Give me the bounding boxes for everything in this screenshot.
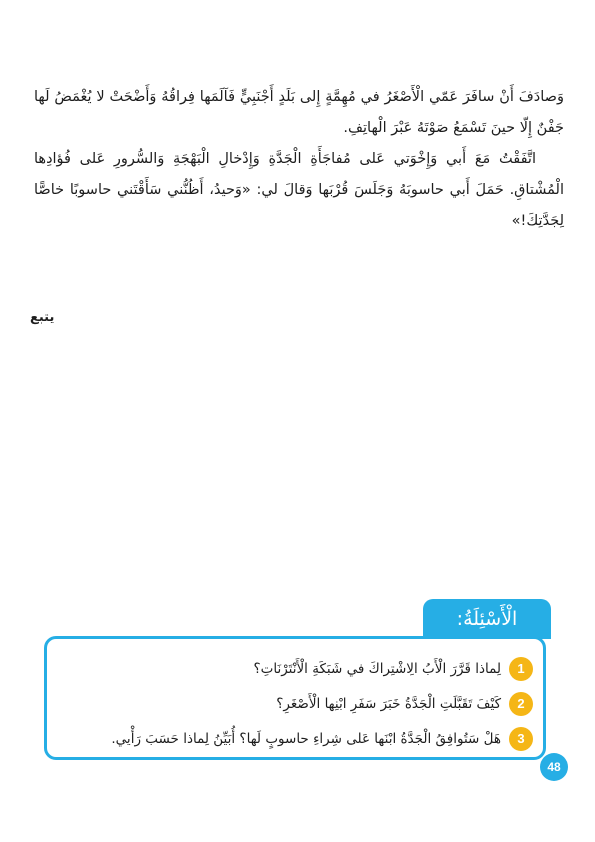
continued-label: يتبع xyxy=(30,310,55,325)
question-number-badge: 1 xyxy=(509,657,533,681)
story-text xyxy=(34,82,564,237)
story-paragraph: وَصادَفَ أَنْ سافَرَ عَمّي الْأَصْغَرُ في مُهِمَّةٍ إِلى بَلَدٍ أَجْنَبِيٍّ فَآلَمَها فِراقُهُ وَأَضْحَتْ لا يُغْمَضُ لَها جَفْنٌ إِلّا حينَ تَسْمَعُ صَوْتَهُ عَبْرَ الْهاتِفِ. xyxy=(34,89,564,136)
questions-box xyxy=(44,636,546,760)
story-paragraph: اتَّفَقْتُ مَعَ أَبي وَإِخْوَتي عَلى مُفاجَأَةِ الْجَدَّةِ وَإِدْخالِ الْبَهْجَةِ وَالسُّرورِ عَلى فُؤادِها الْمُشْتاقِ. حَمَلَ أَبي حاسوبَهُ وَجَلَسَ قُرْبَها وَقالَ لي: «وَحيدُ، أَظُنُّني سَأَقْتَني حاسوبًا خاصًّا لِجَدَّتِكَ!» xyxy=(34,151,564,229)
page-number-badge: 48 xyxy=(540,753,568,781)
question-number-badge: 3 xyxy=(509,727,533,751)
question-item xyxy=(57,691,533,717)
question-item xyxy=(57,726,533,752)
question-number-badge: 2 xyxy=(509,692,533,716)
questions-title: الْأَسْئِلَةُ: xyxy=(423,599,551,639)
question-text: كَيْفَ تَقَبَّلَتِ الْجَدَّةُ خَبَرَ سَفَرِ ابْنِها الْأَصْغَرِ؟ xyxy=(276,696,501,712)
question-text: لِماذا قَرَّرَ الْأَبُ الِاشْتِراكَ في شَبَكَةِ الْأَنْتَرْنَاتِ؟ xyxy=(253,661,501,677)
question-item xyxy=(57,656,533,682)
question-text: هَلْ سَتُوافِقُ الْجَدَّةُ ابْنَها عَلى شِراءِ حاسوبٍ لَها؟ أُبَيِّنُ لِماذا حَسَبَ رَأْيي. xyxy=(111,731,501,747)
